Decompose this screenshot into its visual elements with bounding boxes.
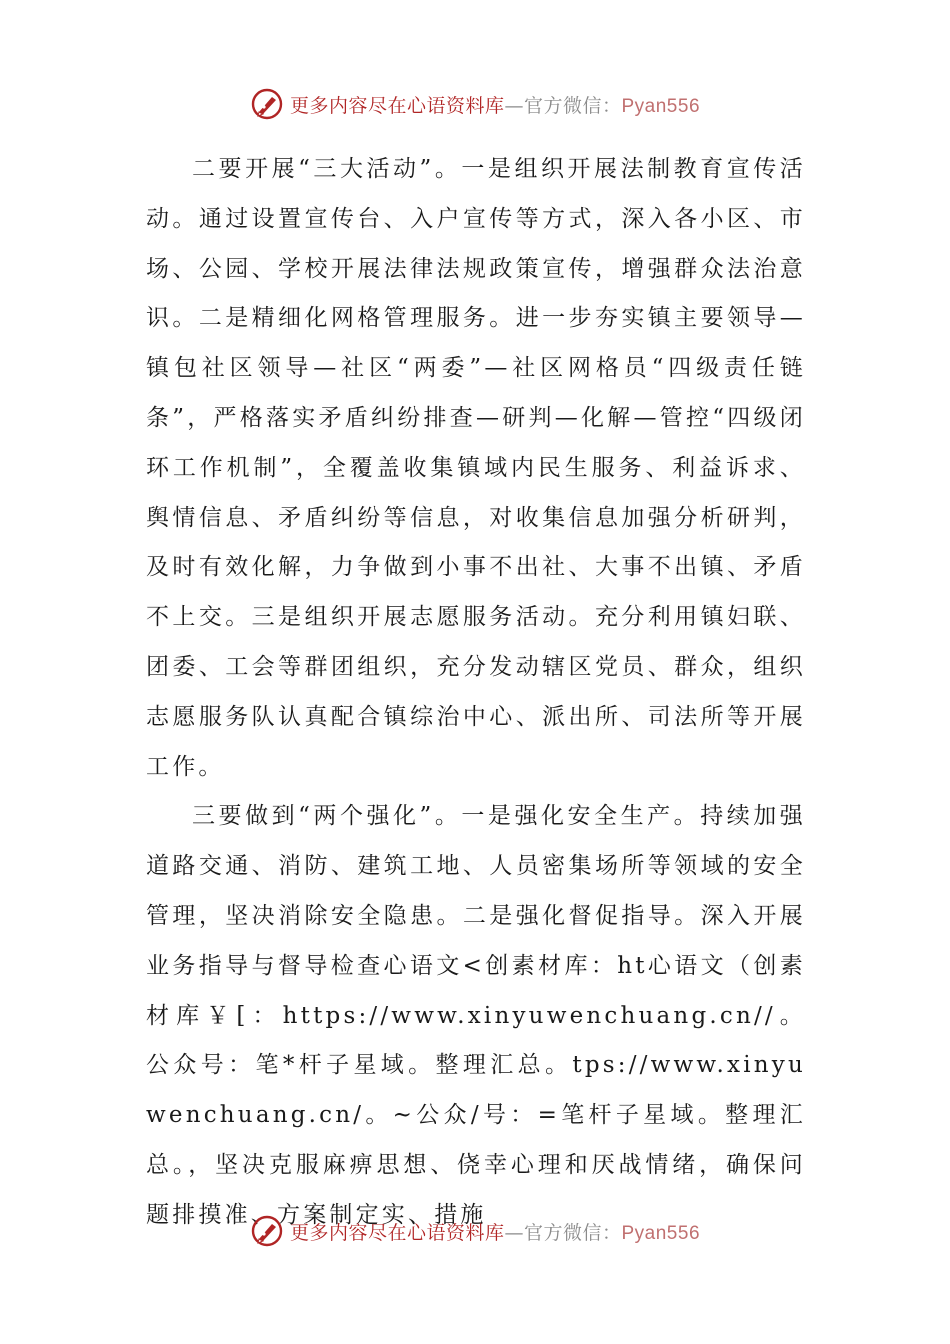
footer-banner-wechat-label: 官方微信： — [523, 1221, 622, 1244]
header-banner-content — [250, 87, 700, 121]
header-banner — [0, 84, 950, 124]
pen-logo-icon — [250, 1214, 284, 1248]
paragraph-2: 三要做到“两个强化”。一是强化安全生产。持续加强道路交通、消防、建筑工地、人员密集场所等领域的安全管理，坚决消除安全隐患。二是强化督促指导。深入开展业务指导与督导检查心语文<创素材库：ht心语文（创素材库￥[：https://www.xinyuwenchuang.cn//。公众号：笔*杆子星域。整理汇总。tps://www.xinyuwenchuang.cn/。~公众/号：=笔杆子星域。整理汇总。，坚决克服麻痹思想、侥幸心理和厌战情绪，确保问题排摸准、方案制定实、措施 — [146, 803, 806, 1228]
footer-banner-dash: — — [504, 1221, 524, 1244]
footer-banner-text — [290, 1218, 700, 1245]
footer-banner — [0, 1211, 950, 1251]
pen-logo-icon — [250, 87, 284, 121]
header-banner-wechat-id: Pyan556 — [621, 95, 701, 117]
footer-banner-main: 更多内容尽在心语资料库 — [289, 1221, 505, 1244]
header-banner-dash: — — [504, 94, 524, 117]
paragraph-1: 二要开展“三大活动”。一是组织开展法制教育宣传活动。通过设置宣传台、入户宣传等方式，深入各小区、市场、公园、学校开展法律法规政策宣传，增强群众法治意识。二是精细化网格管理服务。进一步夯实镇主要领导—镇包社区领导—社区“两委”—社区网格员“四级责任链条”，严格落实矛盾纠纷排查—研判—化解—管控“四级闭环工作机制”，全覆盖收集镇域内民生服务、利益诉求、舆情信息、矛盾纠纷等信息，对收集信息加强分析研判，及时有效化解，力争做到小事不出社、大事不出镇、矛盾不上交。三是组织开展志愿服务活动。充分利用镇妇联、团委、工会等群团组织，充分发动辖区党员、群众，组织志愿服务队认真配合镇综治中心、派出所、司法所等开展工作。 — [146, 156, 806, 780]
header-banner-text — [290, 91, 700, 118]
footer-banner-wechat-id: Pyan556 — [621, 1222, 701, 1244]
document-body — [146, 145, 806, 1241]
header-banner-main: 更多内容尽在心语资料库 — [289, 94, 505, 117]
header-banner-wechat-label: 官方微信： — [523, 94, 622, 117]
footer-banner-content — [250, 1214, 700, 1248]
